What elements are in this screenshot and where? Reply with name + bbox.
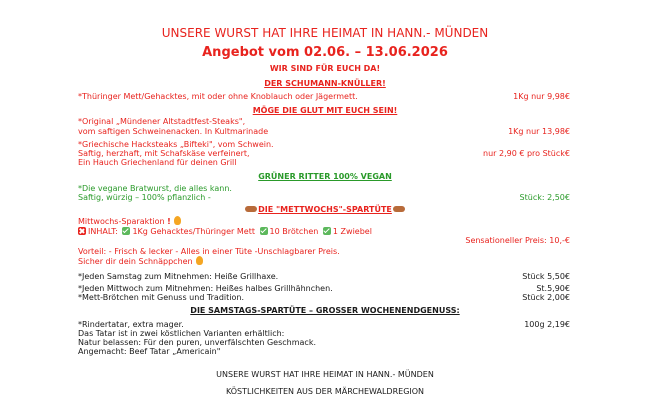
sparaktion-text: Mittwochs-Sparaktion xyxy=(78,217,165,226)
footer-line-1: UNSERE WURST HAT IHRE HEIMAT IN HANN.- MÜNDEN xyxy=(216,370,434,379)
mettwochs-heading-text: DIE "METTWOCHS"-SPARTÜTE xyxy=(258,205,392,214)
wednesday-price: St.5,90€ xyxy=(536,284,570,293)
vegan-heading: GRÜNER RITTER 100% VEGAN xyxy=(258,172,392,181)
sausage-icon xyxy=(393,206,405,212)
inhalt-label: INHALT: xyxy=(88,227,118,236)
checkmark-icon xyxy=(260,227,268,235)
sausage-icon xyxy=(245,206,257,212)
vegan-price: Stück: 2,50€ xyxy=(519,193,570,202)
tatar-line-4: Angemacht: Beef Tatar „Americain" xyxy=(78,347,221,356)
sensation-price: Sensationeller Preis: 10,-€ xyxy=(465,236,570,245)
sicher-text: Sicher dir dein Schnäppchen xyxy=(78,257,193,266)
section-schumann-knueller: DER SCHUMANN-KNÜLLER! xyxy=(264,79,386,88)
footer-line-2: KÖSTLICHKEITEN AUS DER MÄRCHEWALDREGION xyxy=(225,387,425,396)
checkmark-icon xyxy=(323,227,331,235)
vegan-line-1: *Die vegane Bratwurst, die alles kann. xyxy=(78,184,232,193)
tatar-price: 100g 2,19€ xyxy=(524,320,570,329)
bifteki-line-3: Ein Hauch Griechenland für deinen Grill xyxy=(78,158,237,167)
inhalt-broetchen: 10 Brötchen xyxy=(269,227,319,236)
mett-text: *Thüringer Mett/Gehacktes, mit oder ohne Knoblauch oder Jägermett. xyxy=(78,92,358,101)
tatar-line-3: Natur belassen: Für den puren, unverfälschten Geschmack. xyxy=(78,338,316,347)
mett-bun-text: *Mett-Brötchen mit Genuss und Tradition. xyxy=(78,293,245,302)
mett-price: 1Kg nur 9,98€ xyxy=(513,92,570,101)
bifteki-price: nur 2,90 € pro Stück€ xyxy=(483,149,570,158)
steak-line-1: *Original „Mündener Altstadtfest-Steaks", xyxy=(78,117,246,126)
wednesday-text: *Jeden Mittwoch zum Mitnehmen: Heißes halbes Grillhähnchen. xyxy=(78,284,333,293)
fire-icon xyxy=(174,216,181,225)
samstag-heading: DIE SAMSTAGS-SPARTÜTE – GROSSER WOCHENENDGENUSS: xyxy=(190,306,460,315)
tatar-line-2: Das Tatar ist in zwei köstlichen Varianten erhältlich: xyxy=(78,329,285,338)
checkmark-icon xyxy=(122,227,130,235)
tatar-line-1: *Rindertatar, extra mager. xyxy=(78,320,184,329)
inhalt-line xyxy=(78,227,372,236)
sparaktion-line xyxy=(78,216,181,226)
saturday-text: *Jeden Samstag zum Mitnehmen: Heiße Grillhaxe. xyxy=(78,272,279,281)
vorteil-line: Vorteil: - Frisch & lecker - Alles in einer Tüte -Unschlagbarer Preis. xyxy=(78,247,340,256)
offer-dates: Angebot vom 02.06. – 13.06.2026 xyxy=(202,45,448,60)
exclamation-icon: ! xyxy=(167,217,171,226)
inhalt-mett: 1Kg Gehacktes/Thüringer Mett xyxy=(132,227,255,236)
sicher-line xyxy=(78,256,203,266)
mett-bun-price: Stück 2,00€ xyxy=(522,293,570,302)
bifteki-line-1: *Griechische Hacksteaks „Bifteki", vom Schwein. xyxy=(78,140,274,149)
saturday-price: Stück 5,50€ xyxy=(522,272,570,281)
cross-mark-icon xyxy=(78,227,86,235)
inhalt-zwiebel: 1 Zwiebel xyxy=(332,227,372,236)
bifteki-line-2: Saftig, herzhaft, mit Schafskäse verfeinert, xyxy=(78,149,250,158)
vegan-line-2: Saftig, würzig – 100% pflanzlich - xyxy=(78,193,211,202)
tagline: WIR SIND FÜR EUCH DA! xyxy=(269,64,381,73)
mettwochs-heading xyxy=(0,205,650,214)
steak-line-2: vom saftigen Schweinenacken. In Kultmarinade xyxy=(78,127,269,136)
steak-price: 1Kg nur 13,98€ xyxy=(508,127,570,136)
glut-heading: MÖGE DIE GLUT MIT EUCH SEIN! xyxy=(252,106,398,115)
flyer-title: UNSERE WURST HAT IHRE HEIMAT IN HANN.- MÜNDEN xyxy=(161,26,489,40)
fire-icon xyxy=(196,256,203,265)
